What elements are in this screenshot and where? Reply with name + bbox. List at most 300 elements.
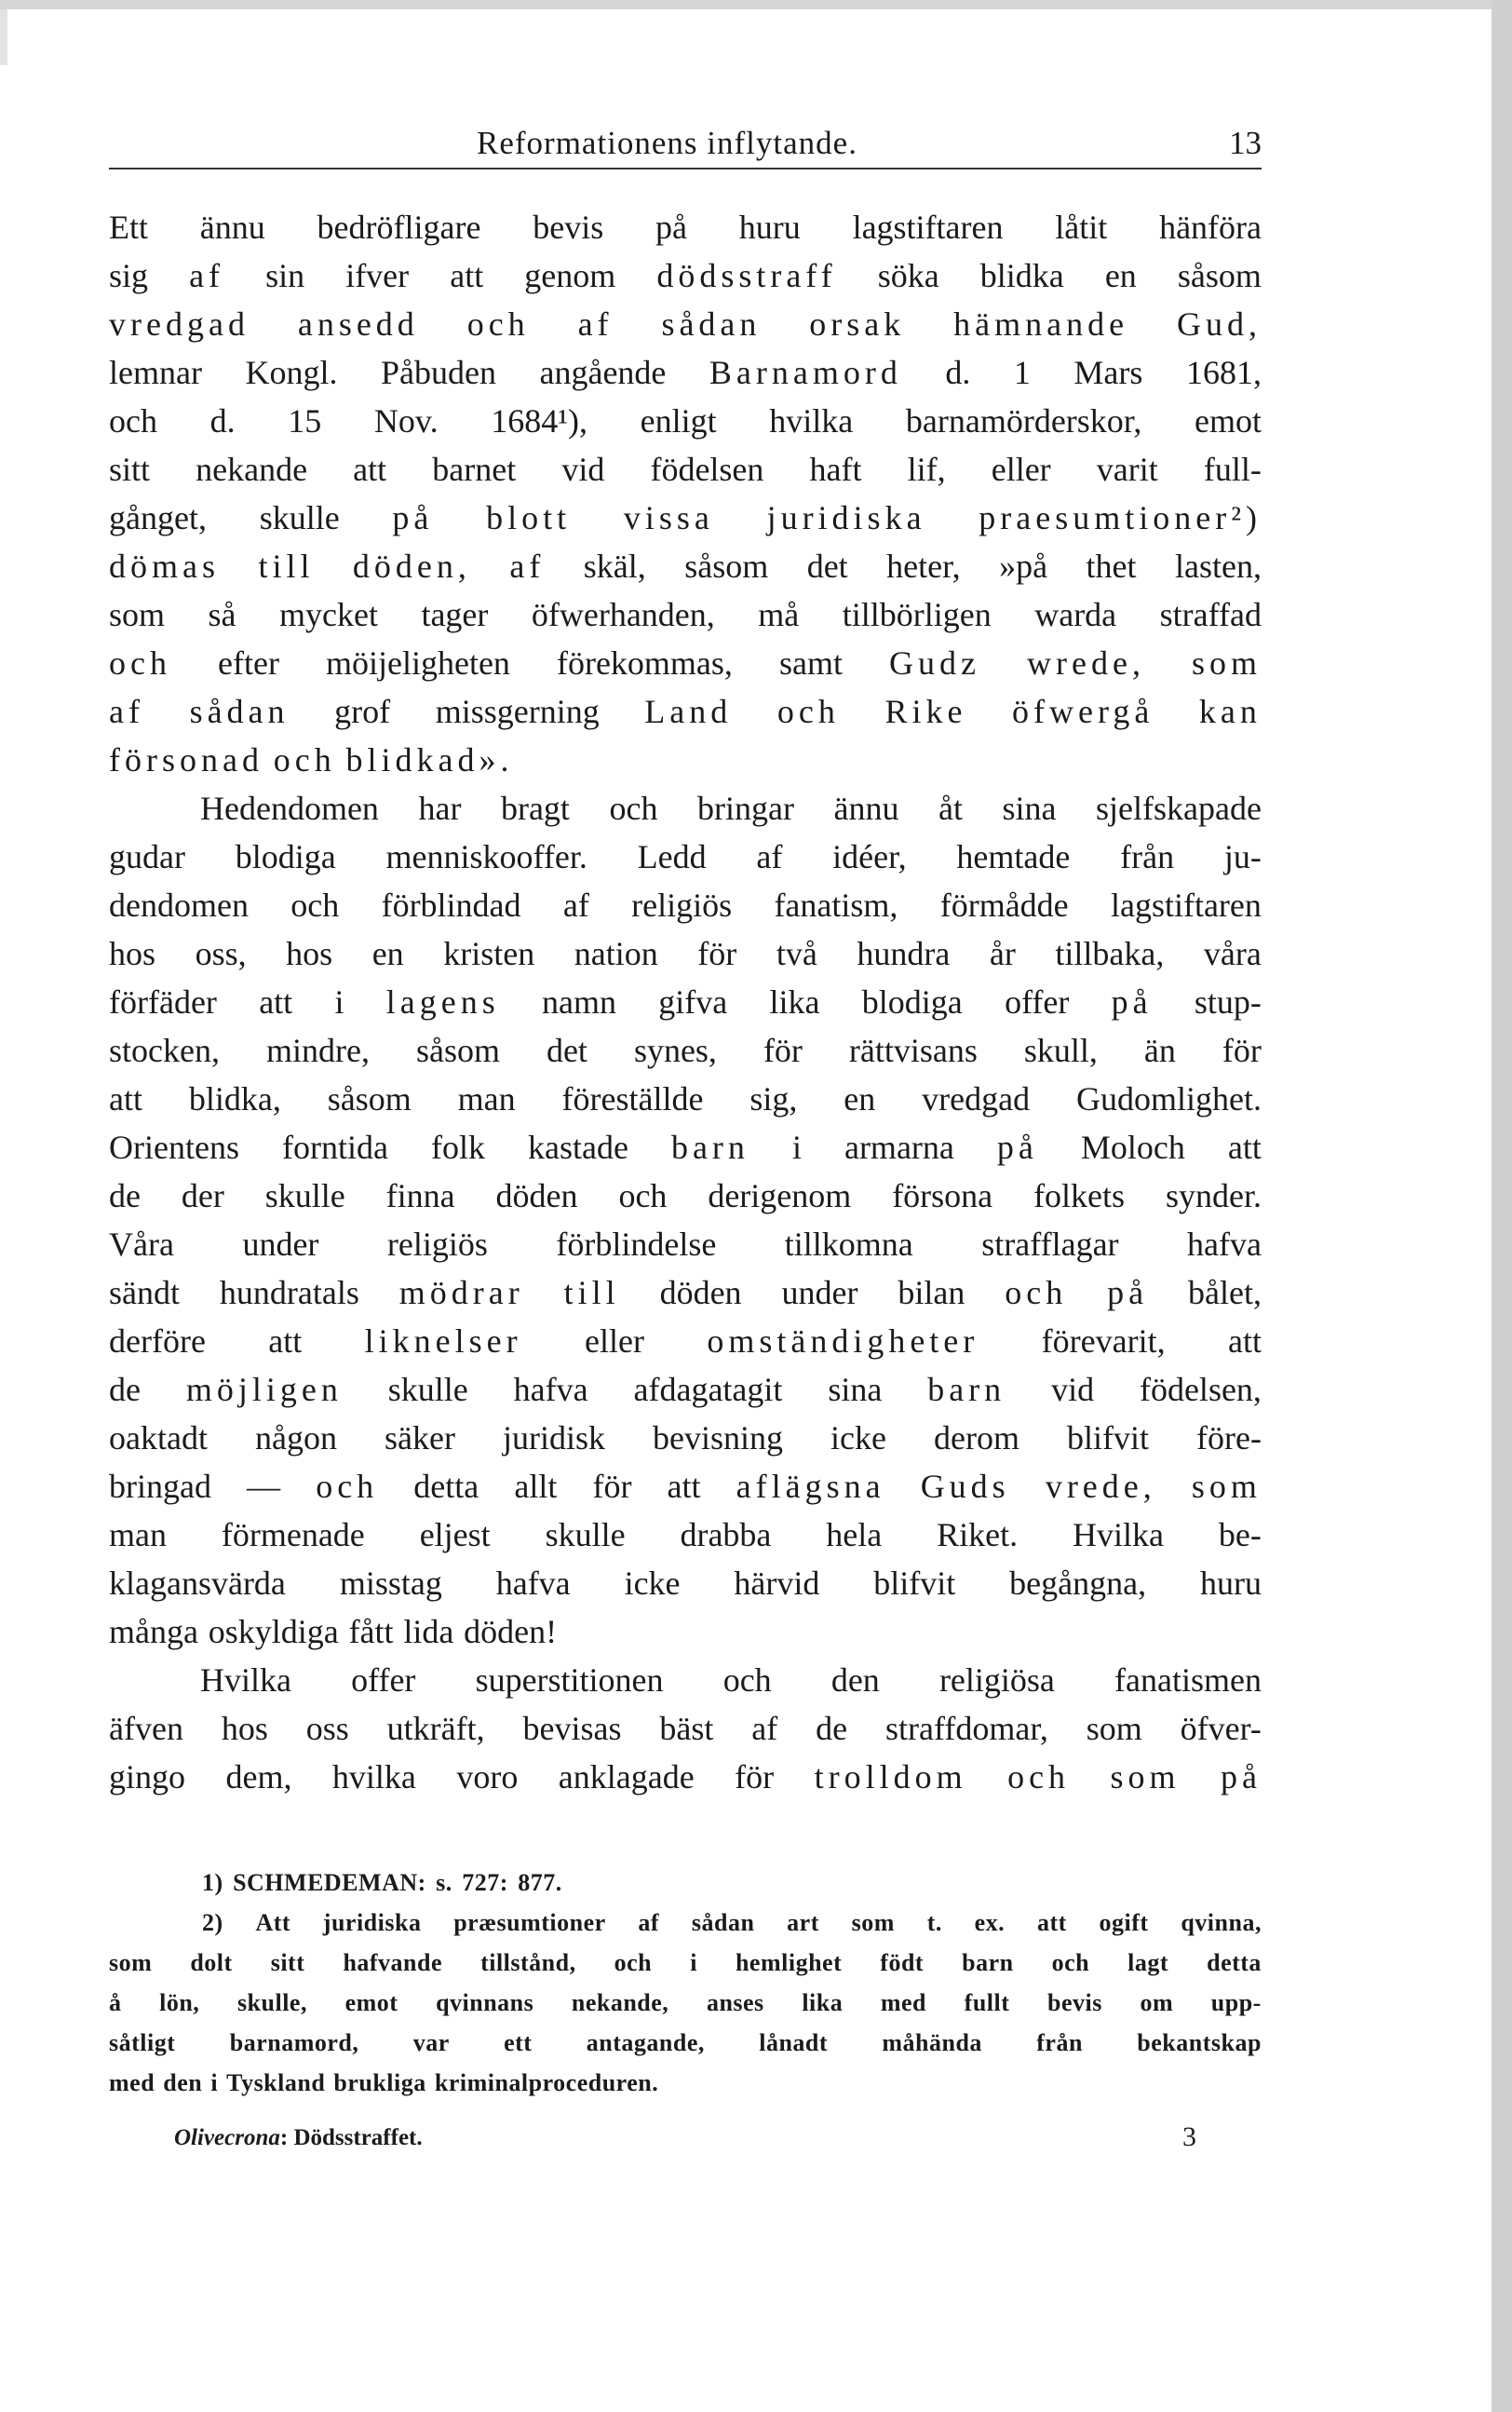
word: hvilka <box>769 402 854 440</box>
word: och <box>273 741 336 779</box>
word: såsom <box>415 1032 500 1069</box>
word: — <box>247 1468 281 1505</box>
word: straffdomar, <box>885 1710 1048 1747</box>
word: som <box>1110 1758 1181 1795</box>
word: Ett <box>109 209 148 246</box>
text-line <box>109 300 1262 348</box>
word: att <box>109 1080 142 1118</box>
text-line <box>109 590 1262 639</box>
word: Riket. <box>937 1516 1019 1553</box>
word: för <box>735 1758 775 1795</box>
word: dem, <box>225 1758 292 1795</box>
word: att <box>1227 1129 1262 1166</box>
footnote-word: å <box>109 1989 122 2016</box>
footnote-word: detta <box>1207 1949 1262 1976</box>
word: religiösa <box>938 1661 1055 1699</box>
word: wrede, <box>1027 644 1145 682</box>
word: Hedendomen <box>200 790 379 827</box>
word: begångna, <box>1009 1565 1147 1602</box>
word: skulle <box>387 1371 468 1408</box>
word: att <box>353 451 387 488</box>
text-line <box>109 445 1262 494</box>
word: ansedd <box>297 305 419 343</box>
footnote-word: art <box>787 1909 819 1936</box>
word: be- <box>1218 1516 1262 1553</box>
footnote-word: i <box>690 1949 697 1976</box>
footnote-line <box>109 2023 1262 2063</box>
word: Våra <box>109 1226 174 1263</box>
word: straffad <box>1159 596 1262 633</box>
word: oss, <box>195 935 247 972</box>
word: fått <box>348 1613 394 1650</box>
word: misstag <box>339 1565 442 1602</box>
footnote-word: hemlighet <box>735 1949 843 1976</box>
word: 1681, <box>1185 354 1262 391</box>
footnote-word: præsumtioner <box>453 1909 606 1936</box>
text-line <box>109 1026 1262 1075</box>
word: från <box>1120 838 1175 875</box>
word: sjelfskapade <box>1096 790 1262 827</box>
word: lida <box>403 1613 454 1650</box>
footnote-word: bevis <box>1047 1989 1102 2016</box>
word: haft <box>809 451 862 488</box>
word: tillbörligen <box>842 596 992 633</box>
word: sig <box>109 257 149 294</box>
footnote-word: nekande, <box>571 1989 669 2016</box>
word: fanatismen <box>1114 1661 1262 1699</box>
word: juridiska <box>766 499 926 536</box>
word: för <box>1222 1032 1262 1069</box>
text-line <box>109 1462 1262 1511</box>
word: på <box>996 1129 1038 1166</box>
word: säker <box>384 1419 455 1457</box>
word: som <box>1086 1710 1142 1747</box>
word: eller <box>585 1322 644 1360</box>
word: folk <box>430 1129 485 1166</box>
word: sådan <box>661 305 762 343</box>
footnote-word: barnamord, <box>229 2029 359 2056</box>
word: Nov. <box>373 402 439 440</box>
word: och <box>316 1468 379 1505</box>
word: härvid <box>734 1565 820 1602</box>
word: ifver <box>345 257 410 294</box>
footnote-line <box>109 1863 1262 1903</box>
text-line <box>109 1220 1262 1268</box>
word: ännu <box>833 790 899 827</box>
footnote-word: antagande, <box>586 2029 705 2056</box>
word: har <box>418 790 462 827</box>
footnote-word: upp- <box>1210 1989 1262 2016</box>
word: vrede, <box>1045 1468 1156 1505</box>
word: barn <box>670 1129 749 1166</box>
word: bålet, <box>1188 1274 1262 1311</box>
word: bragt <box>500 790 570 827</box>
text-line <box>109 1753 1262 1801</box>
word: hänföra <box>1159 209 1262 246</box>
word: att <box>450 257 484 294</box>
word: hafva <box>513 1371 588 1408</box>
word: man <box>109 1516 167 1553</box>
word: stup- <box>1194 983 1262 1021</box>
word: döden, <box>352 548 471 585</box>
footnote-word: med <box>880 1989 927 2016</box>
footnote-word: qvinnans <box>436 1989 534 2016</box>
footnote-word: 2) <box>202 1909 223 1936</box>
word: trolldom <box>814 1758 967 1795</box>
text-line <box>109 881 1262 929</box>
word: såsom <box>684 548 769 585</box>
footnote-word: lön, <box>159 1989 200 2016</box>
word: Hvilka <box>200 1661 291 1699</box>
word: voro <box>456 1758 519 1795</box>
word: barnet <box>432 451 517 488</box>
word: derigenom <box>708 1177 852 1214</box>
word: dömas <box>109 548 220 585</box>
footnote-word: i <box>210 2069 219 2096</box>
word: Guds <box>920 1468 1010 1505</box>
word: oaktadt <box>109 1419 208 1457</box>
text-line <box>109 736 1262 784</box>
footnote-word: och <box>614 1949 653 1976</box>
word: af <box>756 838 783 875</box>
word: tillkomna <box>784 1226 913 1263</box>
word: Barnamord <box>709 354 902 391</box>
word: som <box>1191 1468 1262 1505</box>
footnote-word: kriminalproceduren. <box>434 2069 659 2096</box>
footnote-word: lagt <box>1127 1949 1169 1976</box>
footnote-word: ogift <box>1099 1909 1149 1936</box>
footnote-word: tillstånd, <box>480 1949 576 1976</box>
footnote-word: fullt <box>964 1989 1010 2016</box>
text-line <box>109 397 1262 445</box>
word: blodiga <box>861 983 963 1021</box>
word: förmådde <box>939 887 1069 924</box>
word: namn <box>542 983 616 1021</box>
word: för <box>592 1468 632 1505</box>
word: vissa <box>623 499 714 536</box>
footnote-line <box>109 2063 1262 2103</box>
word: för <box>763 1032 803 1069</box>
word: döden! <box>464 1613 558 1650</box>
word: skull, <box>1023 1032 1098 1069</box>
word: till <box>258 548 315 585</box>
scan-border-right <box>1492 0 1512 2412</box>
word: förfäder <box>109 983 217 1021</box>
word: ju- <box>1223 838 1262 875</box>
signature-mark <box>174 2125 423 2151</box>
word: rättvisans <box>848 1032 978 1069</box>
word: religiös <box>631 887 733 924</box>
footnote-word: födt <box>880 1949 925 1976</box>
word: blidka <box>979 257 1064 294</box>
footnote-word: barn <box>962 1949 1014 1976</box>
word: samt <box>778 644 843 682</box>
sheet-number: 3 <box>1182 2121 1196 2152</box>
word: äfven <box>109 1710 183 1747</box>
text-line <box>109 784 1262 833</box>
word: 1684¹), <box>491 402 587 440</box>
word: oskyldiga <box>208 1613 339 1650</box>
footnote-word: ex. <box>974 1909 1006 1936</box>
word: blifvit <box>1066 1419 1149 1457</box>
footnote-word: s. <box>436 1869 452 1896</box>
word: 1 <box>1013 354 1031 391</box>
word: lagens <box>385 983 500 1021</box>
word: gånget, <box>109 499 207 536</box>
footnotes <box>109 1863 1262 2103</box>
text-line <box>109 1607 1262 1656</box>
word: »på <box>999 548 1048 585</box>
word: hela <box>826 1516 883 1553</box>
word: orsak <box>809 305 906 343</box>
footnote-word: SCHMEDEMAN: <box>233 1869 426 1896</box>
footnote-word: ett <box>504 2029 533 2056</box>
word: före- <box>1196 1419 1262 1457</box>
word: döden <box>495 1177 578 1214</box>
word: och <box>109 644 171 682</box>
word: hämnande <box>953 305 1129 343</box>
word: de <box>816 1710 848 1747</box>
word: Gudz <box>888 644 980 682</box>
word: än <box>1143 1032 1176 1069</box>
word: 15 <box>288 402 322 440</box>
footnote-word: sitt <box>270 1949 305 1976</box>
word: blodiga <box>235 838 336 875</box>
word: nekande <box>196 451 308 488</box>
word: på <box>1220 1758 1262 1795</box>
word: fanatism, <box>774 887 898 924</box>
word: såsom <box>327 1080 412 1118</box>
word: öfwergå <box>1012 693 1154 730</box>
text-line <box>109 251 1262 300</box>
word: förevarit, <box>1041 1322 1166 1360</box>
body-text <box>109 203 1262 1801</box>
word: under <box>781 1274 858 1311</box>
word: vredgad <box>109 305 250 343</box>
word: gifva <box>658 983 728 1021</box>
word: Hvilka <box>1073 1516 1165 1553</box>
word: på <box>392 499 434 536</box>
word: sina <box>828 1371 883 1408</box>
footnote-word: dolt <box>190 1949 233 1976</box>
word: så <box>208 596 236 633</box>
word: hos <box>109 935 156 972</box>
text-line <box>109 639 1262 687</box>
word: som <box>1191 644 1262 682</box>
word: förmenade <box>221 1516 365 1553</box>
word: och <box>722 1661 772 1699</box>
word: full- <box>1203 451 1262 488</box>
signature-title: : Dödsstraffet. <box>279 2125 423 2150</box>
text-line <box>109 1075 1262 1123</box>
word: aflägsna <box>736 1468 885 1505</box>
footnote-word: 1) <box>202 1869 223 1896</box>
footnote-line <box>109 1903 1262 1943</box>
footnote-word: af <box>638 1909 660 1936</box>
word: det <box>806 548 848 585</box>
footnote-word: var <box>412 2029 450 2056</box>
footnote-word: den <box>163 2069 203 2096</box>
word: synder. <box>1165 1177 1262 1214</box>
word: utkräft, <box>386 1710 485 1747</box>
text-line <box>109 687 1262 736</box>
text-line <box>109 542 1262 590</box>
text-line <box>109 494 1262 542</box>
word: juridisk <box>502 1419 605 1457</box>
word: efter <box>218 644 279 682</box>
word: bringad <box>109 1468 211 1505</box>
word: att <box>268 1322 303 1360</box>
word: må <box>758 596 800 633</box>
text-line <box>109 203 1262 251</box>
word: Mars <box>1073 354 1143 391</box>
word: tillbaka, <box>1055 935 1165 972</box>
word: strafflagar <box>981 1226 1119 1263</box>
word: Gud, <box>1177 305 1262 343</box>
word: Moloch <box>1080 1129 1185 1166</box>
word: någon <box>254 1419 337 1457</box>
word: Påbuden <box>380 354 496 391</box>
word: genom <box>524 257 616 294</box>
word: hundra <box>857 935 951 972</box>
word: superstitionen <box>475 1661 664 1699</box>
word: kan <box>1198 693 1262 730</box>
word: förblindelse <box>556 1226 717 1263</box>
footnote-word: anses <box>706 1989 764 2016</box>
word: det <box>546 1032 587 1069</box>
word: dödsstraff <box>656 257 837 294</box>
word: en <box>844 1080 876 1118</box>
footnote-word: om <box>1140 1989 1174 2016</box>
word: under <box>242 1226 319 1263</box>
text-line <box>109 1317 1262 1365</box>
word: hafva <box>495 1565 571 1602</box>
word: bevis <box>533 209 604 246</box>
word: afdagatagit <box>633 1371 783 1408</box>
page-number: 13 <box>1229 125 1262 161</box>
running-title: Reformationens inflytande. <box>477 125 857 161</box>
word: d. <box>209 402 236 440</box>
text-line <box>109 1656 1262 1704</box>
word: och <box>466 305 530 343</box>
word: liknelser <box>364 1322 522 1360</box>
footnote-line <box>109 1983 1262 2023</box>
word: i <box>791 1129 802 1166</box>
footnote-word: som <box>109 1949 153 1976</box>
word: hvilka <box>331 1758 416 1795</box>
word: och <box>776 693 840 730</box>
footnote-word: såtligt <box>109 2029 176 2056</box>
word: heter, <box>886 548 961 585</box>
word: skulle <box>545 1516 626 1553</box>
word: man <box>457 1080 516 1118</box>
word: af <box>189 257 225 294</box>
footnote-word: Tyskland <box>226 2069 326 2096</box>
word: föreställde <box>561 1080 704 1118</box>
footnote-word: t. <box>926 1909 942 1936</box>
footnote-word: juridiska <box>322 1909 422 1936</box>
word: synes, <box>633 1032 717 1069</box>
word: angående <box>539 354 667 391</box>
footnote-word: att <box>1036 1909 1067 1936</box>
word: bilan <box>898 1274 965 1311</box>
word: varit <box>1096 451 1158 488</box>
word: och <box>1005 1274 1068 1311</box>
word: detta <box>413 1468 479 1505</box>
word: finna <box>385 1177 455 1214</box>
word: våra <box>1203 935 1262 972</box>
word: religiös <box>386 1226 488 1263</box>
footnote-word: från <box>1036 2029 1083 2056</box>
word: hos <box>286 935 333 972</box>
word: lagstiftaren <box>852 209 1004 246</box>
word: der <box>181 1177 224 1214</box>
word: mycket <box>278 596 378 633</box>
word: kastade <box>527 1129 628 1166</box>
word: lasten, <box>1174 548 1262 585</box>
text-line <box>109 978 1262 1026</box>
text-line <box>109 1511 1262 1559</box>
word: en <box>1104 257 1137 294</box>
word: skulle <box>259 499 340 536</box>
word: forntida <box>281 1129 388 1166</box>
word: en <box>371 935 404 972</box>
signature-line <box>109 2121 1262 2162</box>
word: och <box>618 1177 668 1214</box>
word: de <box>109 1177 141 1214</box>
footnote-word: 727: <box>462 1869 508 1896</box>
word: sändt <box>109 1274 180 1311</box>
footnote-word: qvinna, <box>1181 1909 1262 1936</box>
word: försonad <box>109 741 263 779</box>
word: hemtade <box>956 838 1071 875</box>
word: klagansvärda <box>109 1565 286 1602</box>
word: lemnar <box>109 354 202 391</box>
footnote-word: Att <box>255 1909 291 1936</box>
word: offer <box>1005 983 1070 1021</box>
footnote-word: med <box>109 2069 155 2096</box>
word: bevisas <box>522 1710 622 1747</box>
word: och <box>1007 1758 1071 1795</box>
word: födelsen <box>650 451 764 488</box>
footnote-word: och <box>1051 1949 1090 1976</box>
word: åt <box>938 790 963 827</box>
word: huru <box>738 209 801 246</box>
word: d. <box>945 354 971 391</box>
word: öfver- <box>1180 1710 1262 1747</box>
word: i <box>334 983 344 1021</box>
word: de <box>109 1371 141 1408</box>
footnote-word: emot <box>344 1989 398 2016</box>
word: nation <box>574 935 658 972</box>
word: bäst <box>659 1710 714 1747</box>
word: offer <box>351 1661 416 1699</box>
word: den <box>830 1661 880 1699</box>
word: thet <box>1086 548 1137 585</box>
word: af <box>577 305 614 343</box>
word: och <box>109 402 157 440</box>
word: af <box>109 693 144 730</box>
word: blidkad». <box>345 741 514 779</box>
word: blidka, <box>188 1080 281 1118</box>
word: skäl, <box>583 548 646 585</box>
word: Gudomlighet. <box>1075 1080 1262 1118</box>
word: anklagade <box>558 1758 695 1795</box>
text-line <box>109 1365 1262 1414</box>
word: mödrar <box>398 1274 524 1311</box>
word: icke <box>624 1565 681 1602</box>
word: sig, <box>749 1080 798 1118</box>
